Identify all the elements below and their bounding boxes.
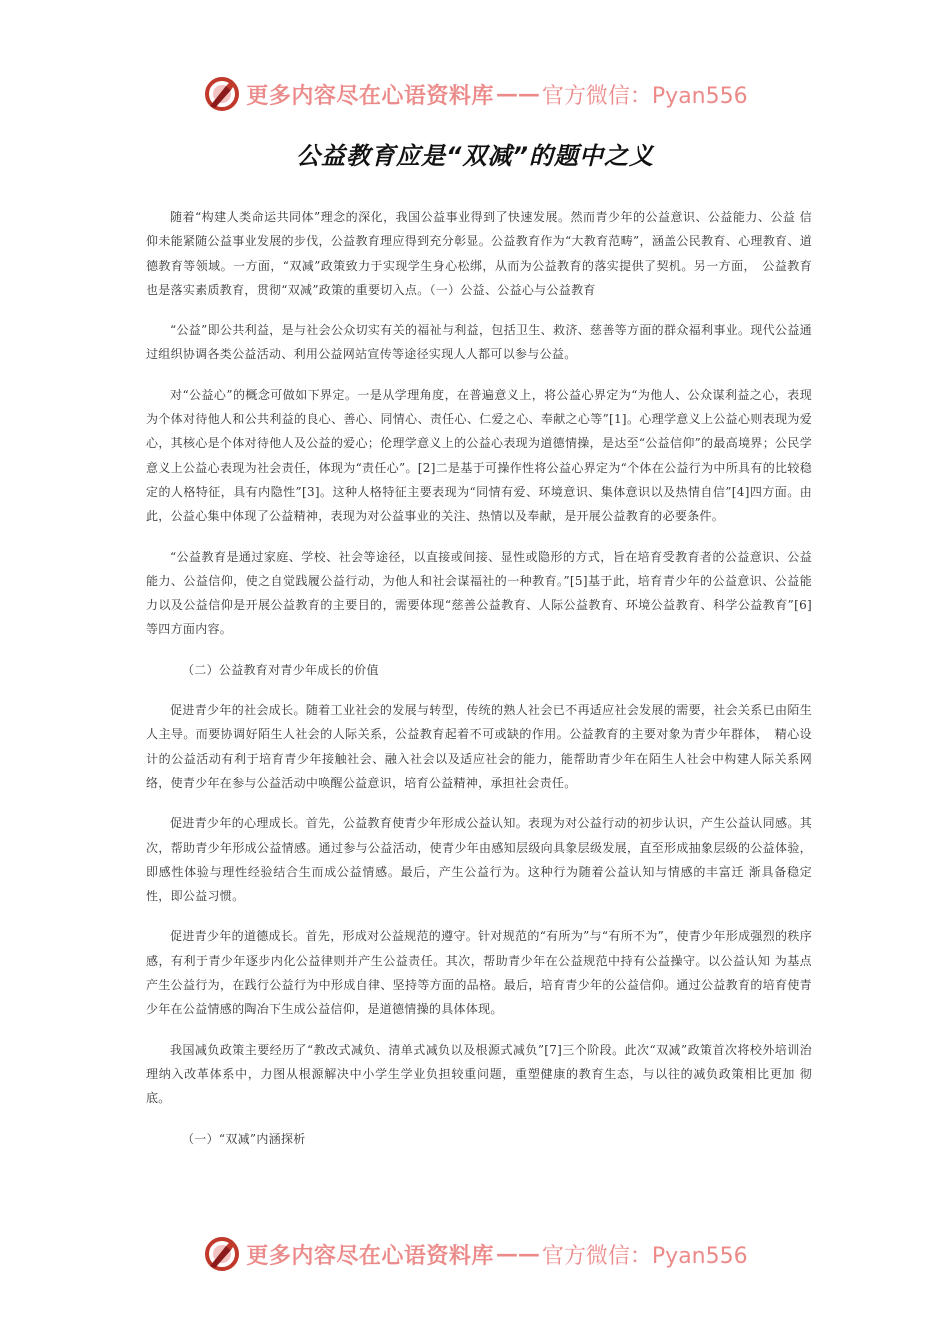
- banner-dash: ——: [495, 81, 540, 107]
- logo-icon: [202, 1234, 242, 1274]
- paragraph: 随着“构建人类命运共同体”理念的深化，我国公益事业得到了快速发展。然而青少年的公益意识、公益能力、公益 信仰未能紧随公益事业发展的步伐，公益教育理应得到充分彰显。公益教育作为“大教育范畴”，涵盖公民教育、心理教育、道德教育等领域。一方面，“双减”政策致力于实现学生身心松绑，从而为公益教育的落实提供了契机。另一方面， 公益教育也是落实素质教育，贯彻“双减”政策的重要切入点。（一）公益、公益心与公益教育: [146, 210, 812, 297]
- banner-text: 更多内容尽在心语资料库: [246, 1243, 494, 1269]
- header-banner: [0, 72, 950, 116]
- paragraph: 促进青少年的道德成长。首先，形成对公益规范的遵守。针对规范的“有所为”与“有所不为”，使青少年形成强烈的秩序感，有利于青少年逐步内化公益律则并产生公益责任。其次，帮助青少年在公益规范中持有公益操守。以公益认知 为基点产生公益行为，在践行公益行为中形成自律、坚持等方面的品格。最后，培育青少年的公益信仰。通过公益教育的培育使青少年在公益情感的陶冶下生成公益信仰，是道德情操的具体体现。: [146, 929, 812, 1017]
- article-title: 公益教育应是“双减”的题中之义: [296, 142, 654, 170]
- banner-wechat: 官方微信：Pyan556: [541, 83, 748, 109]
- paragraph: “公益教育是通过家庭、学校、社会等途径，以直接或间接、显性或隐形的方式，旨在培育受教育者的公益意识、公益能力、公益信仰，使之自觉践履公益行动，为他人和社会谋福社的一种教育。”[5]基于此，培育青少年的公益意识、公益能力以及公益信仰是开展公益教育的主要目的，需要体现“慈善公益教育、人际公益教育、环境公益教育、科学公益教育”[6]等四方面内容。: [146, 549, 812, 637]
- section-heading: （二）公益教育对青少年成长的价值: [182, 662, 379, 677]
- section-heading: （一）“双减”内涵探析: [182, 1131, 306, 1146]
- paragraph: “公益”即公共利益，是与社会公众切实有关的福祉与利益，包括卫生、救济、慈善等方面的群众福利事业。现代公益通过组织协调各类公益活动、利用公益网站宣传等途径实现人人都可以参与公益。: [146, 323, 812, 362]
- banner-text: 更多内容尽在心语资料库: [246, 83, 494, 109]
- paragraph: 对“公益心”的概念可做如下界定。一是从学理角度，在普遍意义上，将公益心界定为“为他人、公众谋利益之心，表现为个体对待他人和公共利益的良心、善心、同情心、责任心、仁爱之心、奉献之心等”[1]。心理学意义上公益心则表现为爱心，其核心是个体对待他人及公益的爱心；伦理学意义上的公益心表现为道德情操，是达至“公益信仰”的最高境界；公民学意义上公益心表现为社会责任，体现为“责任心”。[2]二是基于可操作性将公益心界定为“个体在公益行为中所具有的比较稳定的人格特征，具有内隐性”[3]。这种人格特征主要表现为“同情有爱、环境意识、集体意识以及热情自信”[4]四方面。由此，公益心集中体现了公益精神，表现为对公益事业的关注、热情以及奉献，是开展公益教育的必要条件。: [146, 387, 812, 524]
- paragraph: 促进青少年的社会成长。随着工业社会的发展与转型，传统的熟人社会已不再适应社会发展的需要，社会关系已由陌生人主导。而要协调好陌生人社会的人际关系，公益教育起着不可或缺的作用。公益教育的主要对象为青少年群体， 精心设计的公益活动有利于培育青少年接触社会、融入社会以及适应社会的能力，能帮助青少年在陌生人社会中构建人际关系网络，使青少年在参与公益活动中唤醒公益意识，培育公益精神，承担社会责任。: [146, 703, 812, 790]
- article-body: [146, 205, 812, 1167]
- banner-wechat: 官方微信：Pyan556: [541, 1243, 748, 1269]
- paragraph: 促进青少年的心理成长。首先，公益教育使青少年形成公益认知。表现为对公益行动的初步认识，产生公益认同感。其次，帮助青少年形成公益情感。通过参与公益活动，使青少年由感知层级向具象层级发展，直至形成抽象层级的公益体验，即感性体验与理性经验结合生而成公益情感。最后，产生公益行为。这种行为随着公益认知与情感的丰富迁 渐具备稳定性，即公益习惯。: [146, 816, 812, 904]
- paragraph: 我国减负政策主要经历了“教改式减负、清单式减负以及根源式减负”[7]三个阶段。此次“双减”政策首次将校外培训治理纳入改革体系中，力图从根源解决中小学生学业负担较重问题，重塑健康的教育生态，与以往的减负政策相比更加 彻底。: [146, 1042, 812, 1106]
- logo-icon: [202, 74, 242, 114]
- footer-banner: [0, 1232, 950, 1276]
- banner-dash: ——: [495, 1241, 540, 1267]
